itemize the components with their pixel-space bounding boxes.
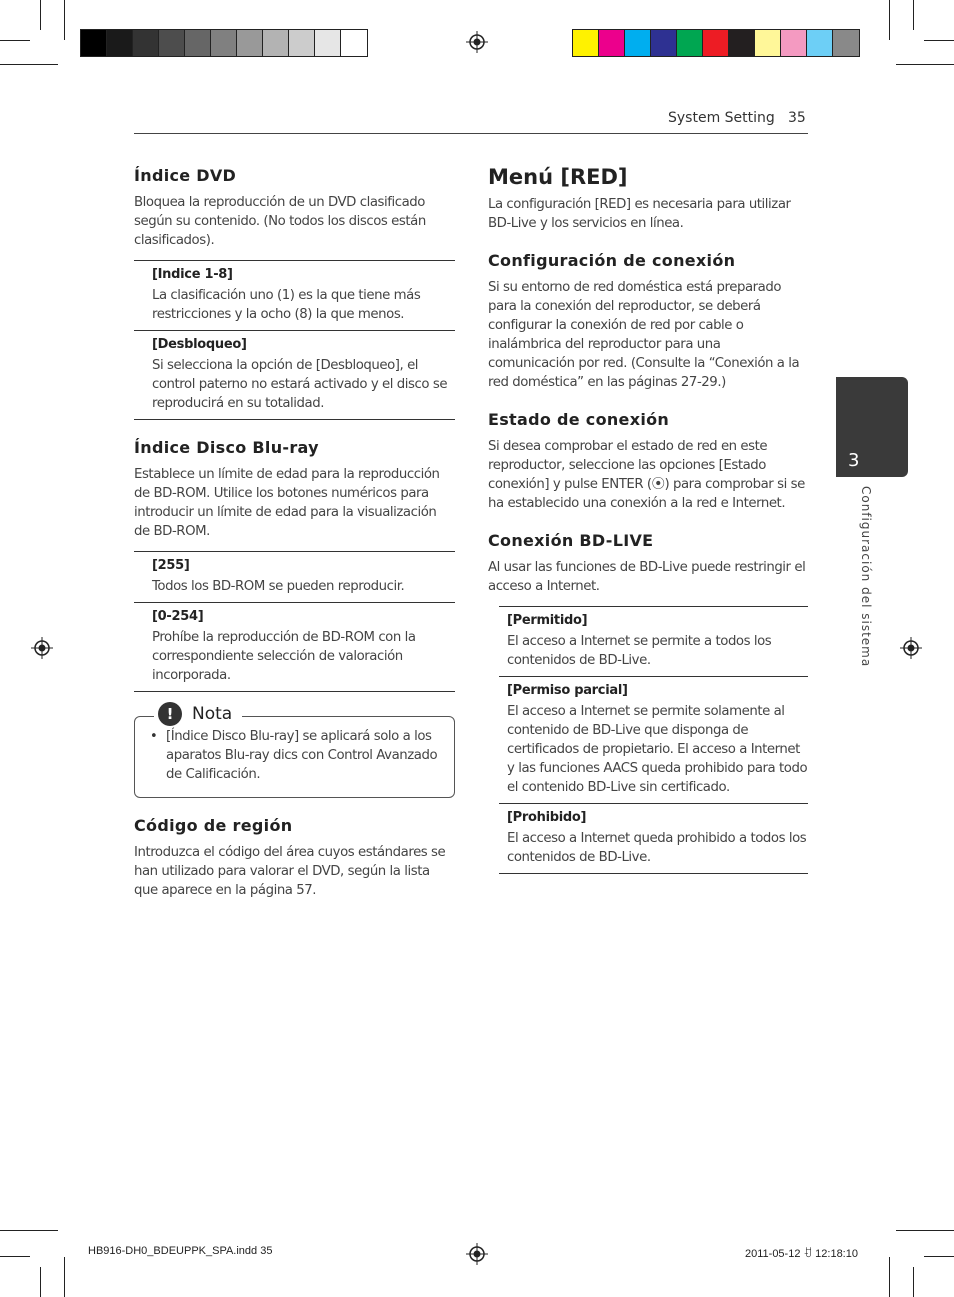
option-row: [134, 330, 455, 420]
bullet: •: [150, 729, 158, 744]
bdlive-connection-heading: Conexión BD-LIVE: [488, 531, 654, 550]
note-title: Nota: [192, 704, 233, 724]
chapter-number: 3: [848, 450, 860, 471]
connection-settings-body: Si su entorno de red doméstica está preparado para la conexión del reproductor, se deberá configurar la conexión de red por cable o inalámbrica del reproductor para una comunicación por red. (Consulte la “Conexión a la red doméstica” en las páginas 27-29.): [488, 280, 800, 390]
color-swatch: [729, 30, 755, 56]
option-desc: El acceso a Internet se permite solamente al contenido de BD-Live que disponga de certificados de propietario. El acceso a Internet y las funciones AACS queda prohibido para todo el contenido BD-Live sin certificado.: [507, 704, 808, 795]
crop-mark: [64, 0, 65, 40]
header-section-title: System Setting: [668, 110, 775, 126]
crop-mark: [40, 0, 41, 30]
crop-mark: [0, 64, 58, 65]
connection-status-body: Si desea comprobar el estado de red en este reproductor, seleccione las opciones [Estado conexión] y pulse ENTER (⦿) para comprobar si se ha establecido una conexión a la red e Internet.: [488, 439, 805, 511]
chapter-tab: [836, 377, 908, 477]
color-swatch: [625, 30, 651, 56]
header-rule: [134, 133, 808, 134]
color-swatch: [289, 30, 315, 56]
option-row: [499, 803, 808, 874]
crop-mark: [889, 0, 890, 40]
option-desc: Todos los BD-ROM se pueden reproducir.: [152, 579, 405, 594]
color-swatch: [781, 30, 807, 56]
option-key: [Indice 1-8]: [152, 267, 233, 282]
color-swatch: [81, 30, 107, 56]
crop-mark: [64, 1257, 65, 1297]
connection-settings-heading: Configuración de conexión: [488, 251, 736, 270]
crop-mark: [40, 1267, 41, 1297]
color-swatch: [133, 30, 159, 56]
footer-filename: HB916-DH0_BDEUPPK_SPA.indd 35: [88, 1245, 273, 1257]
process-color-bar: [572, 29, 860, 57]
option-row: [134, 602, 455, 692]
color-swatch: [807, 30, 833, 56]
crop-mark: [896, 64, 954, 65]
chapter-label: Configuración del sistema: [859, 486, 873, 668]
color-swatch: [677, 30, 703, 56]
exclamation-icon: !: [158, 702, 182, 726]
color-swatch: [185, 30, 211, 56]
option-desc: La clasificación uno (1) es la que tiene más restricciones y la ocho (8) la que menos.: [152, 288, 421, 322]
color-swatch: [599, 30, 625, 56]
network-menu-title: Menú [RED]: [488, 165, 628, 189]
option-desc: Si selecciona la opción de [Desbloqueo], el control paterno no estará activado y el disco se reproducirá en su totalidad.: [152, 358, 448, 411]
color-swatch: [651, 30, 677, 56]
region-code-heading: Código de región: [134, 816, 293, 835]
color-swatch: [573, 30, 599, 56]
note-header: [154, 702, 242, 726]
crop-mark: [913, 1267, 914, 1297]
grayscale-color-bar: [80, 29, 368, 57]
color-swatch: [341, 30, 367, 56]
color-swatch: [833, 30, 859, 56]
option-key: [0-254]: [152, 609, 204, 624]
crop-mark: [0, 1256, 30, 1257]
bluray-rating-body: Establece un límite de edad para la reproducción de BD-ROM. Utilice los botones numéricos para introducir un límite de edad para la visualización de BD-ROM.: [134, 467, 440, 539]
crop-mark: [896, 1230, 954, 1231]
bdlive-connection-body: Al usar las funciones de BD-Live puede restringir el acceso a Internet.: [488, 560, 806, 594]
network-menu-intro: La configuración [RED] es necesaria para utilizar BD-Live y los servicios en línea.: [488, 197, 791, 231]
right-column: [488, 165, 810, 874]
color-swatch: [315, 30, 341, 56]
registration-mark-icon: [31, 637, 53, 659]
option-row: [499, 676, 808, 803]
option-desc: El acceso a Internet queda prohibido a todos los contenidos de BD-Live.: [507, 831, 807, 865]
option-key: [Desbloqueo]: [152, 337, 247, 352]
option-key: [Permitido]: [507, 613, 588, 628]
option-desc: Prohíbe la reproducción de BD-ROM con la correspondiente selección de valoración incorporada.: [152, 630, 416, 683]
color-swatch: [159, 30, 185, 56]
connection-status-heading: Estado de conexión: [488, 410, 670, 429]
registration-mark-icon: [900, 637, 922, 659]
color-swatch: [703, 30, 729, 56]
option-key: [255]: [152, 558, 190, 573]
color-swatch: [107, 30, 133, 56]
footer-timestamp: 2011-05-12 ꀀ 12:18:10: [745, 1248, 858, 1260]
crop-mark: [924, 1256, 954, 1257]
option-key: [Permiso parcial]: [507, 683, 628, 698]
bluray-rating-heading: Índice Disco Blu-ray: [134, 438, 319, 457]
crop-mark: [0, 40, 30, 41]
crop-mark: [913, 0, 914, 30]
dvd-rating-heading: Índice DVD: [134, 166, 237, 185]
option-key: [Prohibido]: [507, 810, 587, 825]
note-content: [150, 727, 442, 784]
bdlive-options-table: [499, 606, 808, 874]
option-row: [499, 606, 808, 676]
page-number: 35: [788, 110, 806, 126]
registration-mark-icon: [466, 31, 488, 53]
dvd-options-table: [134, 260, 455, 420]
color-swatch: [211, 30, 237, 56]
option-desc: El acceso a Internet se permite a todos los contenidos de BD-Live.: [507, 634, 772, 668]
color-swatch: [755, 30, 781, 56]
color-swatch: [237, 30, 263, 56]
region-code-body: Introduzca el código del área cuyos estándares se han utilizado para valorar el DVD, según la lista que aparece en la página 57.: [134, 845, 446, 898]
option-row: [134, 551, 455, 602]
registration-mark-icon: [466, 1243, 488, 1265]
left-column: [134, 166, 455, 692]
color-swatch: [263, 30, 289, 56]
dvd-rating-body: Bloquea la reproducción de un DVD clasificado según su contenido. (No todos los discos están clasificados).: [134, 195, 426, 248]
crop-mark: [889, 1257, 890, 1297]
option-row: [134, 260, 455, 330]
crop-mark: [924, 40, 954, 41]
crop-mark: [0, 1230, 58, 1231]
bluray-options-table: [134, 551, 455, 692]
region-section: [134, 816, 455, 900]
note-text: [Índice Disco Blu-ray] se aplicará solo a los aparatos Blu-ray dics con Control Avanzado de Calificación.: [166, 729, 438, 782]
